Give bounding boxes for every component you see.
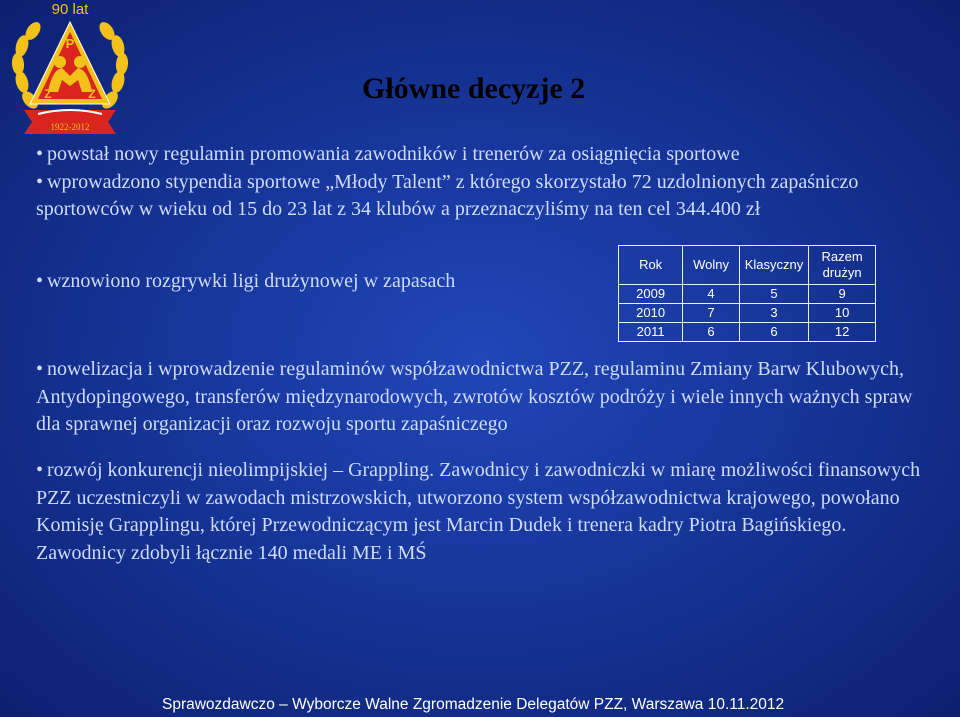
table-cell: 4 xyxy=(683,285,740,304)
table-cell: 2011 xyxy=(619,323,683,342)
bullet-glyph: • xyxy=(36,459,44,481)
paragraph-line: Zawodnicy zdobyli łącznie 140 medali ME i MŚ xyxy=(36,541,427,564)
table-cell: 3 xyxy=(739,304,808,323)
paragraph-group-1 xyxy=(36,141,916,224)
bullet-text: nowelizacja i wprowadzenie regulaminów współzawodnictwa PZZ, regulaminu Zmiany Barw Klubowych, Antydopingowego, transferów międzynarodowych, zwrotów kosztów podróży i wiele innych ważnych spraw dla sprawnej organizacji oraz rozwoju sportu zapaśniczego xyxy=(36,358,913,435)
logo-letter-z-right: Z xyxy=(88,87,96,101)
league-teams-table xyxy=(618,245,876,342)
table-cell: 5 xyxy=(739,285,808,304)
table-cell: 6 xyxy=(683,323,740,342)
bullet-item xyxy=(36,457,931,540)
bullet-text: wznowiono rozgrywki ligi drużynowej w zapasach xyxy=(47,270,456,292)
bullet-item xyxy=(36,268,596,296)
table-cell: 9 xyxy=(809,285,876,304)
table-cell: 2010 xyxy=(619,304,683,323)
table-row xyxy=(619,323,876,342)
table-header-cell: Klasyczny xyxy=(739,246,808,285)
table-cell: 2009 xyxy=(619,285,683,304)
slide-title: Główne decyzje 2 xyxy=(362,72,586,105)
bullet-item xyxy=(36,356,931,439)
table-cell: 7 xyxy=(683,304,740,323)
table-row xyxy=(619,304,876,323)
table-header-cell: Wolny xyxy=(683,246,740,285)
bullet-text: wprowadzono stypendia sportowe „Młody Talent” z którego skorzystało 72 uzdolnionych zapaśniczo sportowców w wieku od 15 do 23 lat z 34 klubów a przeznaczyliśmy na ten cel 344.400 zł xyxy=(36,170,859,220)
table-cell: 12 xyxy=(809,323,876,342)
table-cell: 6 xyxy=(739,323,808,342)
table-cell: 10 xyxy=(809,304,876,323)
bullet-text: powstał nowy regulamin promowania zawodników i trenerów za osiągnięcia sportowe xyxy=(47,143,740,165)
bullet-glyph: • xyxy=(36,270,44,292)
logo-years: 1922-2012 xyxy=(50,122,90,132)
slide-footer: Sprawozdawczo – Wyborcze Walne Zgromadzenie Delegatów PZZ, Warszawa 10.11.2012 xyxy=(162,696,785,713)
bullet-glyph: • xyxy=(36,143,44,165)
logo-letter-z-left: Z xyxy=(44,87,52,101)
bullet-glyph: • xyxy=(36,358,44,380)
logo-letter-p: P xyxy=(65,36,75,51)
bullet-item xyxy=(36,141,916,169)
table-header-cell: Rok xyxy=(619,246,683,285)
logo-top-text: 90 lat xyxy=(51,1,89,18)
table-header-cell: Razem drużyn xyxy=(809,246,876,285)
paragraph-group-4 xyxy=(36,457,931,567)
bullet-text: rozwój konkurencji nieolimpijskiej – Grappling. Zawodnicy i zawodniczki w miarę możliwości finansowych PZZ uczestniczyli w zawodach mistrzowskich, utworzono system współzawodnictwa krajowego, powołano Komisję Grapplingu, której Przewodniczącym jest Marcin Dudek i trenera kadry Piotra Bagińskiego. xyxy=(36,459,921,536)
table-header-row xyxy=(619,246,876,285)
table-row xyxy=(619,285,876,304)
bullet-glyph: • xyxy=(36,170,44,193)
paragraph-group-3 xyxy=(36,356,931,439)
bullet-item xyxy=(36,169,916,224)
pzz-90-lat-logo xyxy=(8,0,132,140)
paragraph-group-2 xyxy=(36,268,596,296)
